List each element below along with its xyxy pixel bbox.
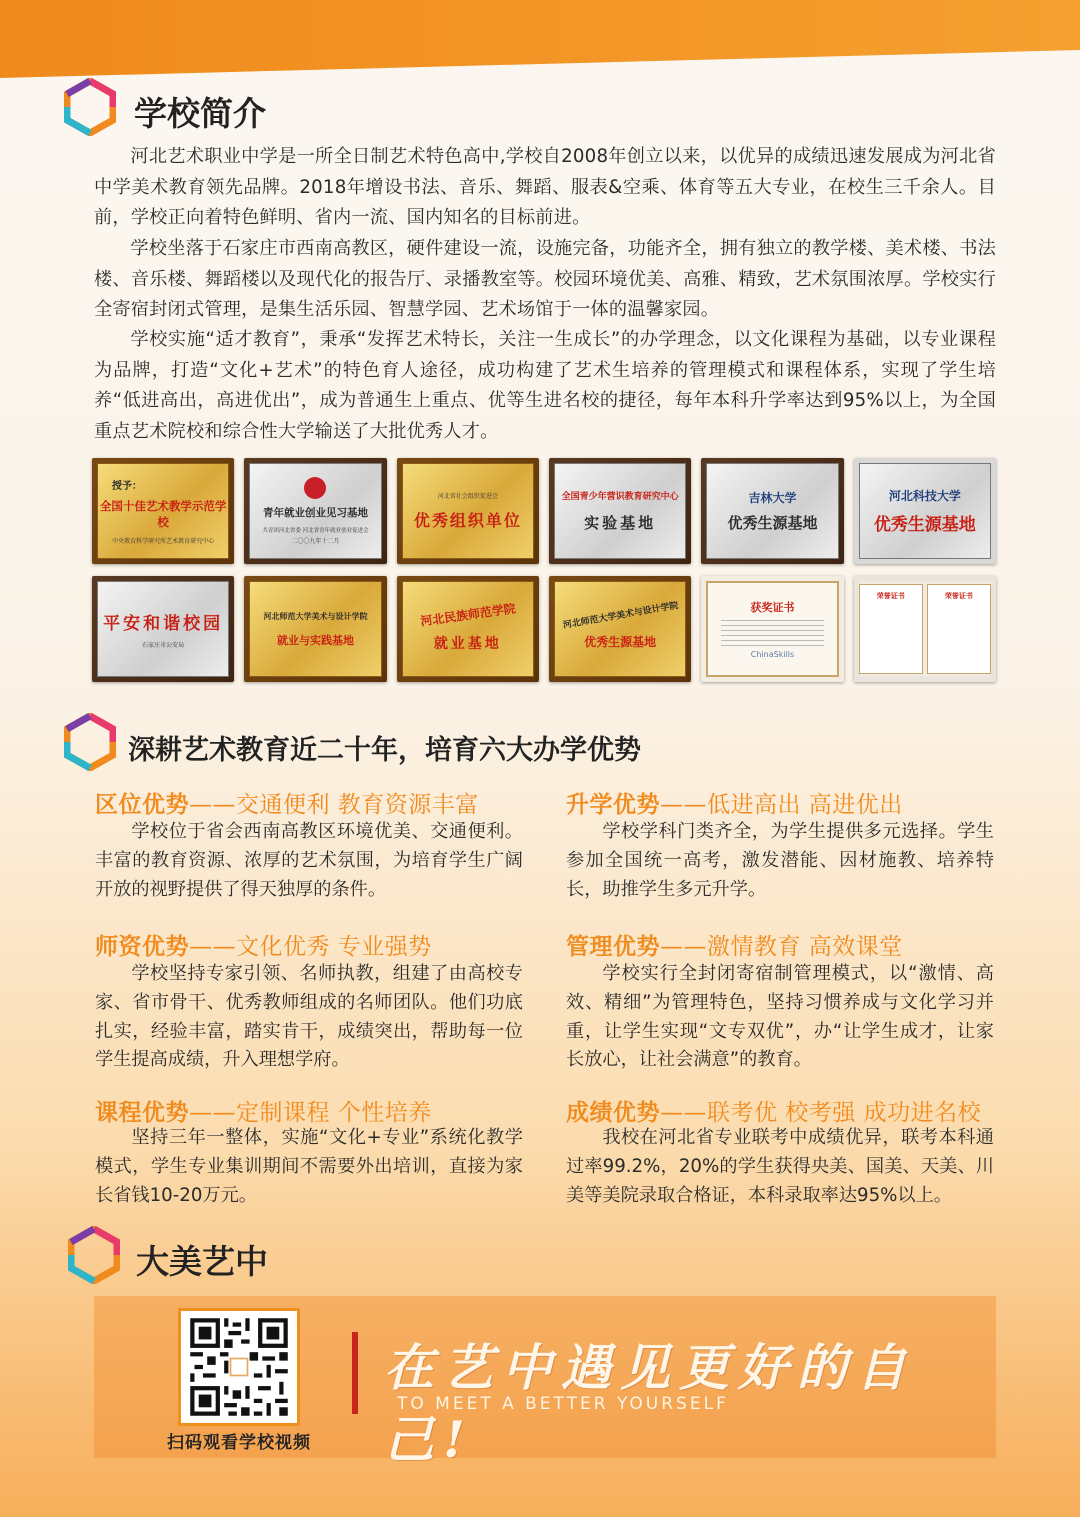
section-title-intro: 学校简介 <box>134 94 266 133</box>
intro-paragraph-2: 学校坐落于石家庄市西南高教区，硬件建设一流，设施完备，功能齐全，拥有独立的教学楼、美术楼、书法楼、音乐楼、舞蹈楼以及现代化的报告厅、录播教室等。校园环境优美、高雅、精致，艺术氛围浓厚。学校实行全寄宿封闭式管理，是集生活乐园、智慧学园、艺术场馆于一体的温馨家园。 <box>94 238 996 320</box>
advantage-title-enrollment: 升学优势——低进高出 高进优出 <box>566 792 903 818</box>
plaque-10: 河北师范大学美术与设计学院 优秀生源基地 <box>549 576 691 682</box>
advantage-title-curriculum: 课程优势——定制课程 个性培养 <box>95 1100 432 1126</box>
accent-bar <box>352 1332 358 1414</box>
qr-code[interactable] <box>178 1308 300 1426</box>
intro-paragraph-3: 学校实施“适才教育”，秉承“发挥艺术特长，关注一生成长”的办学理念，以文化课程为基础，以专业课程为品牌，打造“文化+艺术”的特色育人途径，成功构建了艺术生培养的管理模式和课程体系，实现了学生培养“低进高出，高进优出”，成为普通生上重点、优等生进名校的捷径，每年本科升学率达到95%以上，为全国重点艺术院校和综合性大学输送了大批优秀人才。 <box>94 329 996 442</box>
section-title-advantages: 深耕艺术教育近二十年，培育六大办学优势 <box>128 735 641 766</box>
advantage-body-enrollment: 学校学科门类齐全，为学生提供多元选择。学生参加全国统一高考，激发潜能、因材施教、培养特长，助推学生多元升学。 <box>566 821 994 900</box>
video-banner <box>94 1296 996 1469</box>
advantage-body-results: 我校在河北省专业联考中成绩优异，联考本科通过率99.2%，20%的学生获得央美、国美、天美、川美等美院录取合格证，本科录取率达95%以上。 <box>566 1127 994 1206</box>
plaque-4: 全国青少年营识教育研究中心 实验基地 <box>549 458 691 564</box>
qr-caption: 扫码观看学校视频 <box>167 1433 311 1453</box>
advantage-body-location: 学校位于省会西南高教区环境优美、交通便利。丰富的教育资源、浓厚的艺术氛围，为培育学生广阔开放的视野提供了得天独厚的条件。 <box>95 821 523 900</box>
plaque-5: 吉林大学 优秀生源基地 <box>701 458 843 564</box>
plaque-12-certificates: 荣誉证书 荣誉证书 <box>854 576 996 682</box>
advantage-body-management: 学校实行全封闭寄宿制管理模式，以“激情、高效、精细”为管理特色，坚持习惯养成与文化学习并重，让学生实现“文专双优”，办“让学生成才，让家长放心，让社会满意”的教育。 <box>566 963 994 1071</box>
slogan: 在艺中遇见更好的自己! <box>384 1338 915 1469</box>
plaque-1: 授予： 全国十佳艺术教学示范学校 中央教育科学研究所艺术教育研究中心 <box>92 458 234 564</box>
plaque-9: 河北民族师范学院 就业基地 <box>397 576 539 682</box>
plaque-7: 平安和谐校园 石家庄市公安局 <box>92 576 234 682</box>
advantage-title-results: 成绩优势——联考优 校考强 成功进名校 <box>566 1100 982 1126</box>
advantage-title-teachers: 师资优势——文化优秀 专业强势 <box>95 934 432 960</box>
top-orange-band <box>0 0 1080 78</box>
section-title-campus: 大美艺中 <box>136 1242 268 1281</box>
plaque-8: 河北师范大学美术与设计学院 就业与实践基地 <box>244 576 386 682</box>
qr-code-icon <box>184 1314 294 1420</box>
hexagon-logo-icon <box>64 713 116 771</box>
hexagon-logo-icon <box>64 78 116 136</box>
advantage-body-teachers: 学校坚持专家引领、名师执教，组建了由高校专家、省市骨干、优秀教师组成的名师团队。他们功底扎实，经验丰富，踏实肯干，成绩突出，帮助每一位学生提高成绩，升入理想学府。 <box>95 963 523 1071</box>
plaque-6: 河北科技大学 优秀生源基地 <box>854 458 996 564</box>
advantage-title-location: 区位优势——交通便利 教育资源丰富 <box>95 792 479 818</box>
slogan-english: TO MEET A BETTER YOURSELF <box>397 1394 729 1414</box>
plaque-3: 河北省社会组织促进会 优秀组织单位 <box>397 458 539 564</box>
hexagon-logo-icon <box>68 1226 120 1284</box>
plaque-11-certificate: 获奖证书 ChinaSkills <box>701 576 843 682</box>
advantage-title-management: 管理优势——激情教育 高效课堂 <box>566 934 903 960</box>
intro-paragraph-1: 河北艺术职业中学是一所全日制艺术特色高中,学校自2008年创立以来，以优异的成绩迅速发展成为河北省中学美术教育领先品牌。2018年增设书法、音乐、舞蹈、服表&空乘、体育等五大专业，在校生三千余人。目前，学校正向着特色鲜明、省内一流、国内知名的目标前进。 <box>94 146 996 228</box>
advantage-body-curriculum: 坚持三年一整体，实施“文化+专业”系统化教学模式，学生专业集训期间不需要外出培训，直接为家长省钱10-20万元。 <box>95 1127 523 1206</box>
award-plaques-grid <box>92 458 996 682</box>
plaque-2: 青年就业创业见习基地 共青团河北省委 河北省青年就业创业促进会 二〇〇九年十二月 <box>244 458 386 564</box>
